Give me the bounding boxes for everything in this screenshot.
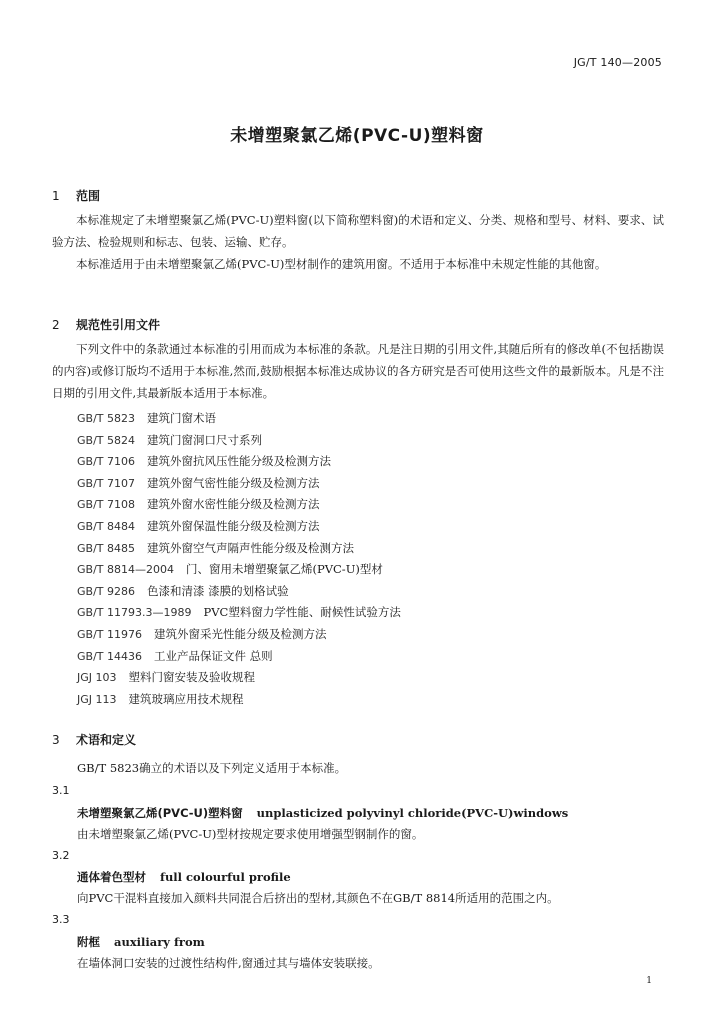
section-heading-normative-references: [52, 316, 160, 333]
term-chinese: 附框: [77, 935, 100, 949]
term-entry: [77, 934, 205, 950]
term-chinese: 通体着色型材: [77, 870, 146, 884]
reference-item: JGJ 113 建筑玻璃应用技术规程: [77, 691, 244, 706]
reference-item: GB/T 8484 建筑外窗保温性能分级及检测方法: [77, 518, 320, 533]
document-title: 未增塑聚氯乙烯(PVC-U)塑料窗: [230, 126, 484, 146]
reference-item: GB/T 11793.3—1989 PVC塑料窗力学性能、耐候性试验方法: [77, 605, 401, 620]
term-english: auxiliary from: [114, 935, 205, 949]
clause-number: 3.2: [52, 849, 70, 862]
section-heading-scope: [52, 187, 100, 204]
scope-paragraph-1: 本标准规定了未增塑聚氯乙烯(PVC-U)塑料窗(以下简称塑料窗)的术语和定义、分类、规格和型号、材料、要求、试验方法、检验规则和标志、包装、运输、贮存。: [52, 213, 664, 249]
term-english: unplasticized polyvinyl chloride(PVC-U)windows: [256, 806, 569, 820]
reference-item: GB/T 7108 建筑外窗水密性能分级及检测方法: [77, 497, 320, 512]
reference-item: GB/T 7107 建筑外窗气密性能分级及检测方法: [77, 475, 320, 490]
term-definition: 由未增塑聚氯乙烯(PVC-U)型材按规定要求使用增强型钢制作的窗。: [77, 827, 424, 841]
section-number: 1: [52, 189, 60, 203]
reference-list: [77, 408, 401, 710]
term-english: full colourful profile: [160, 870, 291, 884]
section-heading-terms: [52, 731, 136, 748]
normative-references-intro: 下列文件中的条款通过本标准的引用而成为本标准的条款。凡是注日期的引用文件,其随后所有的修改单(不包括勘误的内容)或修订版均不适用于本标准,然而,鼓励根据本标准达成协议的各方研究是否可使用这些文件的最新版本。凡是不注日期的引用文件,其最新版本适用于本标准。: [52, 342, 664, 400]
reference-item: GB/T 11976 建筑外窗采光性能分级及检测方法: [77, 626, 327, 641]
scope-paragraph-2: 本标准适用于由未增塑聚氯乙烯(PVC-U)型材制作的建筑用窗。不适用于本标准中未规定性能的其他窗。: [76, 257, 607, 271]
section-title: 术语和定义: [76, 733, 137, 747]
section-number: 3: [52, 733, 60, 747]
reference-item: GB/T 8814—2004 门、窗用未增塑聚氯乙烯(PVC-U)型材: [77, 562, 383, 577]
reference-item: GB/T 5823 建筑门窗术语: [77, 411, 216, 425]
terms-intro: GB/T 5823确立的术语以及下列定义适用于本标准。: [77, 761, 347, 775]
clause-number: 3.1: [52, 784, 70, 797]
section-title: 范围: [76, 189, 101, 203]
clause-number: 3.3: [52, 913, 70, 926]
reference-item: GB/T 14436 工业产品保证文件 总则: [77, 648, 273, 663]
reference-item: GB/T 9286 色漆和清漆 漆膜的划格试验: [77, 583, 289, 598]
reference-item: GB/T 8485 建筑外窗空气声隔声性能分级及检测方法: [77, 540, 354, 555]
reference-item: JGJ 103 塑料门窗安装及验收规程: [77, 670, 256, 685]
page-number: 1: [646, 976, 652, 986]
reference-item: GB/T 5824 建筑门窗洞口尺寸系列: [77, 432, 262, 447]
term-definition: 向PVC干混料直接加入颜料共同混合后挤出的型材,其颜色不在GB/T 8814所适用的范围之内。: [77, 891, 559, 905]
term-entry: [77, 869, 291, 885]
reference-item: GB/T 7106 建筑外窗抗风压性能分级及检测方法: [77, 454, 331, 469]
section-title: 规范性引用文件: [76, 318, 161, 332]
section-number: 2: [52, 318, 60, 332]
term-definition: 在墙体洞口安装的过渡性结构件,窗通过其与墙体安装联接。: [77, 956, 380, 970]
standard-code: JG/T 140—2005: [573, 56, 662, 69]
term-chinese: 未增塑聚氯乙烯(PVC-U)塑料窗: [77, 806, 243, 820]
term-entry: [77, 805, 568, 821]
